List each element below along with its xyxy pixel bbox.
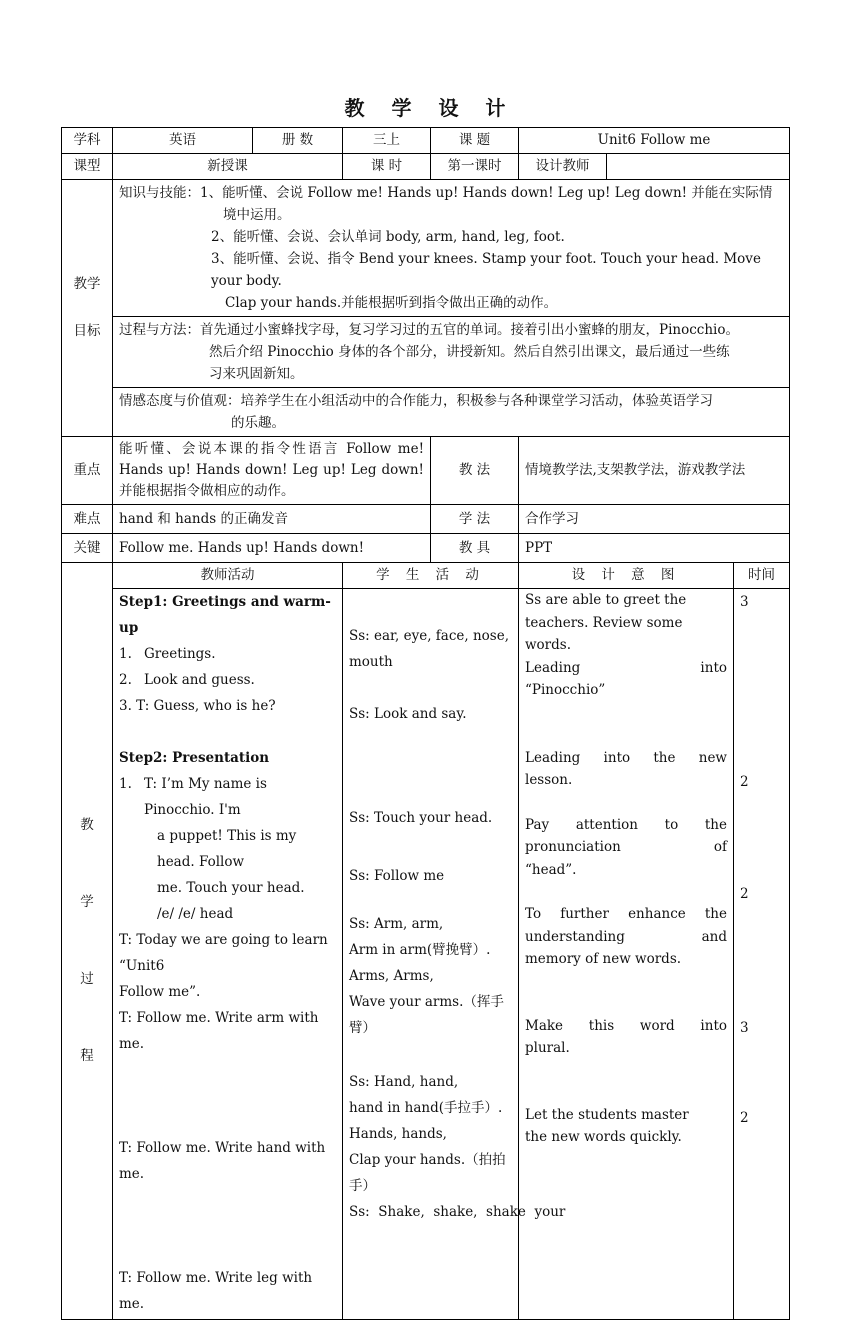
difficulty-method-label: 学 法 (431, 505, 519, 534)
type-value: 新授课 (113, 154, 343, 180)
lesson-plan-table (61, 127, 790, 1320)
period-value: 第一课时 (431, 154, 519, 180)
key-content: 能听懂、会说本课的指令性语言 Follow me! Hands up! Hands down! Leg up! Leg down!并能根据指令做相应的动作。 (113, 437, 431, 505)
process-body-row (62, 589, 790, 1320)
student-activities: Ss: ear, eye, face, nose, mouth Ss: Look and say. Ss: Touch your head. Ss: Follow me Ss: Arm, arm, Arm in arm(臂挽臂）. Arms, Arms, Wave your arms.（挥手臂） Ss: Hand, hand, hand in hand(手拉手）. Hands, hands, Clap your hands.（拍拍手） Ss: Shake, shake, shake your (343, 589, 519, 1320)
goals-emotion-row (62, 388, 790, 437)
difficulty-method: 合作学习 (519, 505, 790, 534)
period-label: 课 时 (343, 154, 431, 180)
col-teacher: 教师活动 (113, 563, 343, 589)
volume-value: 三上 (343, 128, 431, 154)
subject-label: 学科 (62, 128, 113, 154)
time-column: 3 2 2 3 2 (734, 589, 790, 1320)
goals-emotion: 情感态度与价值观：培养学生在小组活动中的合作能力，积极参与各种课堂学习活动，体验英语学习 的乐趣。 (113, 388, 790, 437)
col-time: 时间 (734, 563, 790, 589)
col-student: 学 生 活 动 (343, 563, 519, 589)
crux-tool-label: 教 具 (431, 534, 519, 563)
crux-row (62, 534, 790, 563)
process-side-label: 教 学 过 程 (62, 563, 113, 1320)
crux-label: 关键 (62, 534, 113, 563)
header-row-1 (62, 128, 790, 154)
difficulty-row (62, 505, 790, 534)
col-intent: 设 计 意 图 (519, 563, 734, 589)
volume-label: 册 数 (253, 128, 343, 154)
process-header-row (62, 563, 790, 589)
design-intent: Ss are able to greet the teachers. Review some words. Leading into “Pinocchio” Leading into the new lesson. Pay attention to the pronunciation of “head”. To further enhance the understanding and memory of new words. Make this word into plural. Let the students master the new words quickly. (519, 589, 734, 1320)
goals-knowledge-row (62, 180, 790, 317)
designer-value (607, 154, 790, 180)
crux-content: Follow me. Hands up! Hands down! (113, 534, 431, 563)
teacher-activities: Step1: Greetings and warm-up 1. Greetings. 2. Look and guess. 3. T: Guess, who is he? Step2: Presentation 1. T: I’m My name is Pinocchio. I'm a puppet! This is my head. Follow me. Touch your head. /e/ /e/ head T: Today we are going to learn “Unit6 Follow me”. T: Follow me. Write arm with me. T: Follow me. Write hand with me. T: Follow me. Write leg with me. (113, 589, 343, 1320)
header-row-2 (62, 154, 790, 180)
goals-label: 教学 目标 (62, 180, 113, 437)
goals-knowledge: 知识与技能：1、能听懂、会说 Follow me! Hands up! Hands down! Leg up! Leg down! 并能在实际情 境中运用。 2、能听懂、会说、会认单词 body, arm, hand, leg, foot. 3、能听懂、会说、指令 Bend your knees. Stamp your foot. Touch your head. Move your body. Clap your hands.并能根据听到指令做出正确的动作。 (113, 180, 790, 317)
difficulty-label: 难点 (62, 505, 113, 534)
key-row (62, 437, 790, 505)
key-method-label: 教 法 (431, 437, 519, 505)
difficulty-content: hand 和 hands 的正确发音 (113, 505, 431, 534)
subject-value: 英语 (113, 128, 253, 154)
topic-label: 课 题 (431, 128, 519, 154)
page-title: 教 学 设 计 (344, 96, 516, 120)
crux-tool: PPT (519, 534, 790, 563)
key-label: 重点 (62, 437, 113, 505)
goals-process-row (62, 317, 790, 388)
goals-process: 过程与方法：首先通过小蜜蜂找字母，复习学习过的五官的单词。接着引出小蜜蜂的朋友，Pinocchio。 然后介绍 Pinocchio 身体的各个部分，讲授新知。然后自然引出课文，最后通过一些练 习来巩固新知。 (113, 317, 790, 388)
topic-value: Unit6 Follow me (519, 128, 790, 154)
key-method: 情境教学法,支架教学法，游戏教学法 (519, 437, 790, 505)
designer-label: 设计教师 (519, 154, 607, 180)
type-label: 课型 (62, 154, 113, 180)
